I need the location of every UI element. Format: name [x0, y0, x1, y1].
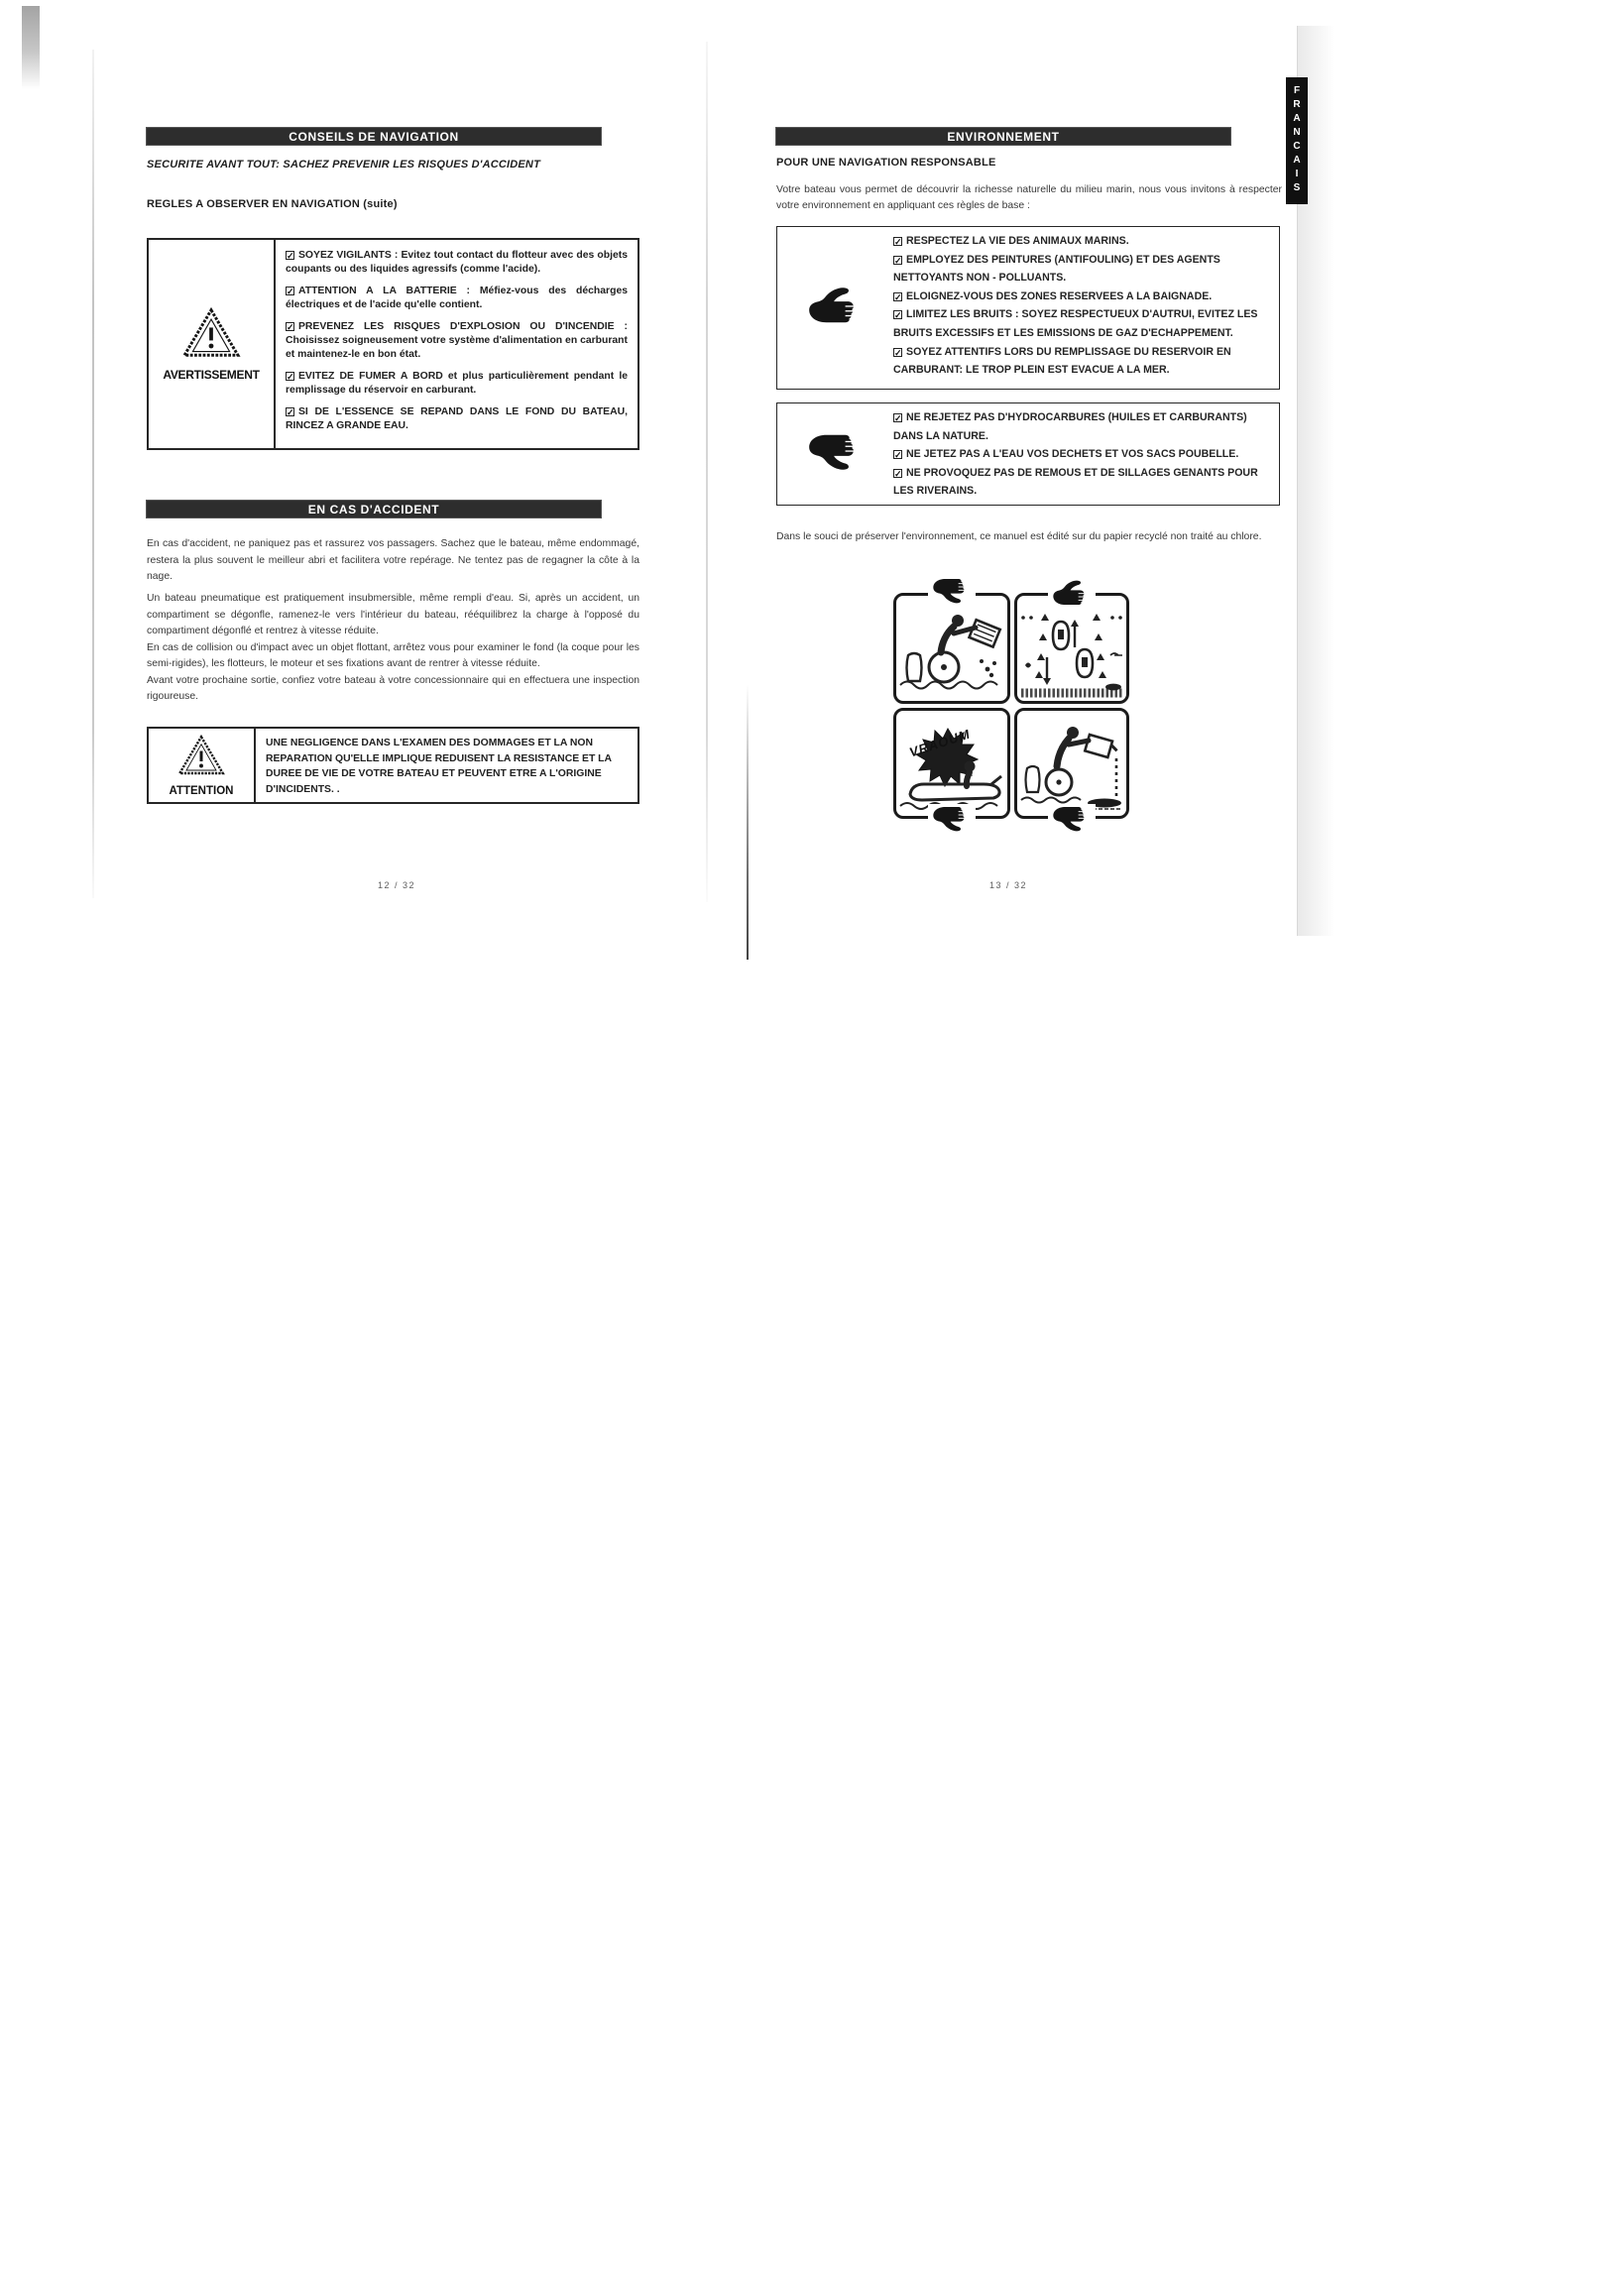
avertissement-icon-cell — [149, 240, 276, 448]
navigation-channel-art — [1017, 596, 1126, 701]
dont-item-text: NE PROVOQUEZ PAS DE REMOUS ET DE SILLAGES GENANTS POUR LES RIVERAINS. — [893, 466, 1258, 498]
do-item-text: EMPLOYEZ DES PEINTURES (ANTIFOULING) ET DES AGENTS NETTOYANTS NON - POLLUANTS. — [893, 253, 1220, 285]
gutter-shadow — [747, 684, 749, 960]
checkbox-icon: ✓ — [894, 450, 902, 461]
language-tab-francais: FRANCAIS — [1286, 77, 1308, 204]
section-bar-environnement — [776, 128, 1230, 145]
do-item — [893, 251, 1267, 287]
warning-triangle-icon — [181, 307, 241, 364]
thumb-down-icon — [805, 429, 867, 480]
thumb-down-icon — [928, 576, 976, 610]
avertissement-box — [147, 238, 639, 450]
dont-item — [893, 408, 1267, 445]
warning-item-text: ATTENTION A LA BATTERIE : Méfiez-vous des décharges électriques et de l'acide qu'elle contient. — [286, 286, 628, 310]
checkbox-icon: ✓ — [287, 251, 294, 261]
do-item-text: ELOIGNEZ-VOUS DES ZONES RESERVEES A LA BAIGNADE. — [906, 289, 1213, 302]
securite-subtitle: SECURITE AVANT TOUT: SACHEZ PREVENIR LES RISQUES D'ACCIDENT — [147, 159, 540, 171]
dont-items — [893, 403, 1279, 505]
do-item-text: SOYEZ ATTENTIFS LORS DU REMPLISSAGE DU RESERVOIR EN CARBURANT: LE TROP PLEIN EST EVACUE A LA MER. — [893, 345, 1231, 377]
thumb-up-icon — [1048, 576, 1096, 610]
thumb-down-icon — [1048, 804, 1096, 838]
checkbox-icon: ✓ — [894, 310, 902, 321]
navigation-responsable-title: POUR UNE NAVIGATION RESPONSABLE — [776, 157, 996, 169]
do-item — [893, 287, 1267, 306]
do-box — [776, 226, 1280, 390]
attention-box — [147, 727, 639, 804]
checkbox-icon: ✓ — [894, 255, 902, 266]
page-number-left: 12 / 32 — [378, 880, 416, 890]
checkbox-icon: ✓ — [287, 322, 294, 333]
environnement-intro: Votre bateau vous permet de découvrir la richesse naturelle du milieu marin, nous vous invitons à respecter votre environnement en appliquant ces règles de base : — [776, 184, 1282, 211]
dont-item — [893, 445, 1267, 464]
accident-paragraph-3: En cas de collision ou d'impact avec un objet flottant, arrêtez vous pour examiner le fond (la coque pour les semi-rigides), les flotteurs, le moteur et ses fixations avant de rentrer à vitesse réduite. — [147, 641, 639, 669]
thumb-down-icon — [928, 804, 976, 838]
checkbox-icon: ✓ — [287, 407, 294, 418]
dont-item — [893, 464, 1267, 501]
no-noise-art — [896, 711, 1007, 816]
do-item-text: RESPECTEZ LA VIE DES ANIMAUX MARINS. — [906, 235, 1129, 247]
attention-label: ATTENTION — [169, 784, 234, 797]
warning-item-text: EVITEZ DE FUMER A BORD et plus particulièrement pendant le remplissage du réservoir en carburant. — [286, 371, 628, 396]
do-item — [893, 232, 1267, 251]
paper-note: Dans le souci de préserver l'environnement, ce manuel est édité sur du papier recyclé non traité au chlore. — [776, 531, 1262, 542]
accident-paragraph-1: En cas d'accident, ne paniquez pas et rassurez vos passagers. Sachez que le bateau, même endommagé, restera la plus souvent le meilleur abri et facilitera votre repérage. Ne tentez pas de regagner la côte à la nage. — [147, 538, 639, 582]
vraoum-text: VRAOUM — [907, 726, 973, 760]
checkbox-icon: ✓ — [894, 347, 902, 358]
warning-item — [286, 405, 628, 432]
warning-item — [286, 370, 628, 397]
checkbox-icon: ✓ — [894, 413, 902, 423]
warning-item-text: PREVENEZ LES RISQUES D'EXPLOSION OU D'INCENDIE : Choisissez soigneusement votre système d'alimentation en carburant et maintenez-le en bon état. — [286, 321, 628, 360]
no-littering-art — [896, 596, 1007, 701]
attention-text: UNE NEGLIGENCE DANS L'EXAMEN DES DOMMAGES ET LA NON REPARATION QU'ELLE IMPLIQUE REDUISENT LA RESISTANCE ET LA DUREE DE VIE DE VOTRE BATEAU ET PEUVENT ETRE A L'ORIGINE D'INCIDENTS. . — [266, 738, 612, 795]
warning-item — [286, 320, 628, 361]
do-item-text: LIMITEZ LES BRUITS : SOYEZ RESPECTUEUX D'AUTRUI, EVITEZ LES BRUITS EXCESSIFS ET LES EMISSIONS DE GAZ D'ECHAPPEMENT. — [893, 308, 1258, 339]
section-bar-environnement-label: ENVIRONNEMENT — [947, 129, 1060, 144]
dont-item-text: NE JETEZ PAS A L'EAU VOS DECHETS ET VOS SACS POUBELLE. — [906, 448, 1239, 461]
do-item — [893, 343, 1267, 380]
thumb-up-icon — [805, 283, 867, 333]
checkbox-icon: ✓ — [894, 468, 902, 479]
dont-box — [776, 402, 1280, 506]
checkbox-icon: ✓ — [894, 291, 902, 302]
warning-triangle-icon — [177, 735, 225, 781]
page-divider — [706, 42, 708, 902]
do-items — [893, 227, 1279, 389]
do-item — [893, 305, 1267, 342]
dont-icon-cell — [777, 403, 893, 505]
regles-title: REGLES A OBSERVER EN NAVIGATION (suite) — [147, 198, 398, 210]
left-page-edge — [92, 50, 94, 898]
section-bar-accident — [147, 501, 601, 517]
scan-smudge — [22, 6, 40, 89]
accident-paragraph-block — [147, 591, 639, 706]
checkbox-icon: ✓ — [894, 237, 902, 247]
avertissement-label: AVERTISSEMENT — [163, 367, 260, 382]
section-bar-conseils — [147, 128, 601, 145]
attention-icon-cell — [149, 729, 256, 802]
no-fuel-dumping-art — [1017, 711, 1126, 816]
warning-item — [286, 285, 628, 311]
section-bar-accident-label: EN CAS D'ACCIDENT — [307, 502, 440, 517]
page-number-right: 13 / 32 — [989, 880, 1028, 890]
dont-item-text: NE REJETEZ PAS D'HYDROCARBURES (HUILES ET CARBURANTS) DANS LA NATURE. — [893, 411, 1247, 442]
warning-item — [286, 249, 628, 276]
checkbox-icon: ✓ — [287, 372, 294, 383]
accident-paragraph-4: Avant votre prochaine sortie, confiez votre bateau à votre concessionnaire qui en effectuera une inspection rigoureuse. — [147, 674, 639, 702]
checkbox-icon: ✓ — [287, 287, 294, 297]
warning-item-text: SOYEZ VIGILANTS : Evitez tout contact du flotteur avec des objets coupants ou des liquides agressifs (comme l'acide). — [286, 250, 628, 275]
accident-paragraph-2: Un bateau pneumatique est pratiquement insubmersible, même rempli d'eau. Si, après un accident, un compartiment se dégonfle, ramenez-le vers l'intérieur du bateau, rééquilibrez la charge à l'opposé du compartiment dégonflé et rentrez à vitesse réduite. — [147, 593, 639, 636]
warning-item-text: SI DE L'ESSENCE SE REPAND DANS LE FOND DU BATEAU, RINCEZ A GRANDE EAU. — [286, 406, 628, 431]
do-icon-cell — [777, 227, 893, 389]
avertissement-items — [276, 240, 638, 448]
section-bar-conseils-label: CONSEILS DE NAVIGATION — [289, 129, 459, 144]
